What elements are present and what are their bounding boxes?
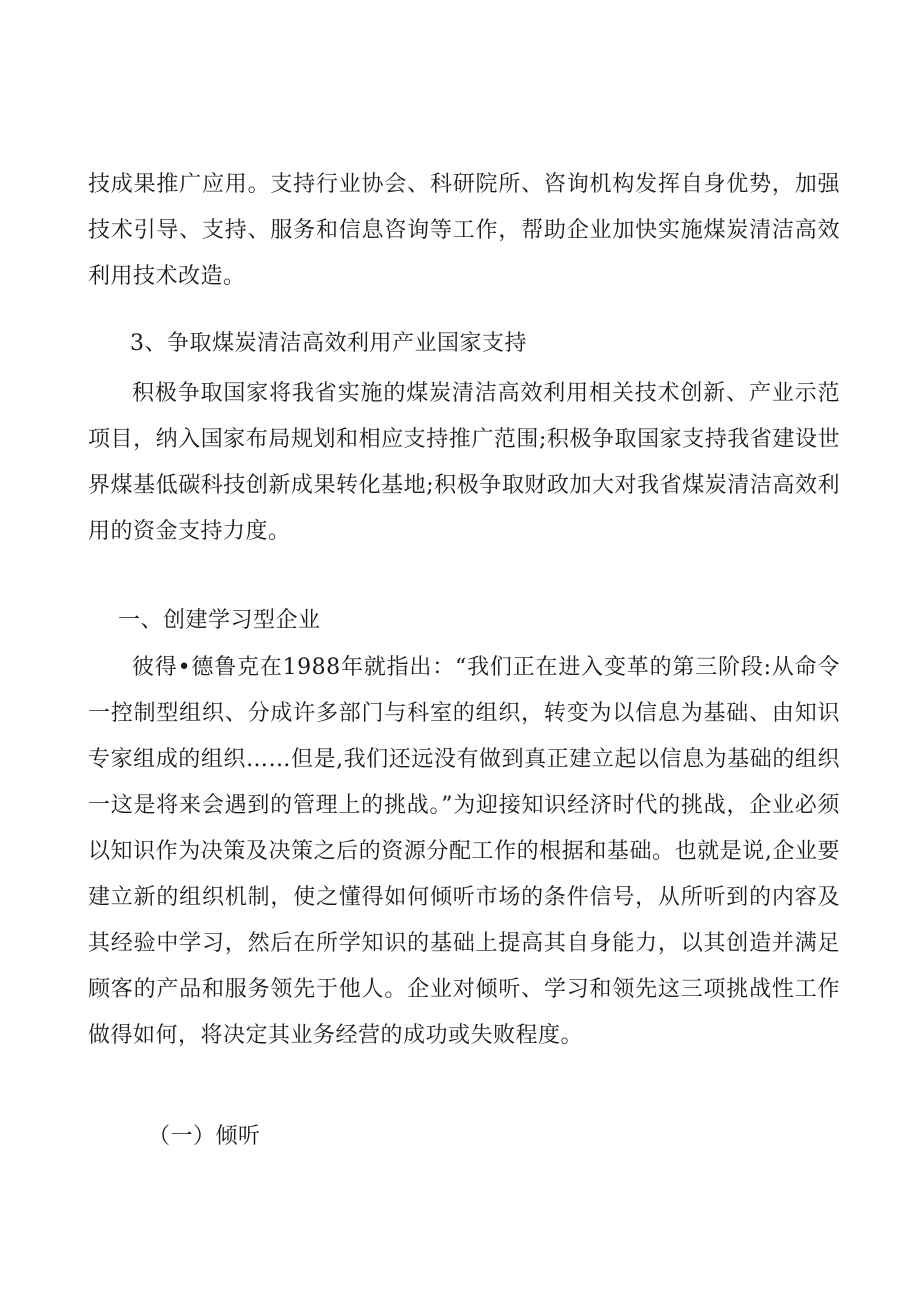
paragraph-tech-promotion: 技成果推广应用。支持行业协会、科研院所、咨询机构发挥自身优势，加强技术引导、支持、服务和信息咨询等工作，帮助企业加快实施煤炭清洁高效利用技术改造。 xyxy=(88,172,840,289)
subsection-heading-listening: （一）倾听 xyxy=(148,1124,261,1149)
section-heading-learning-enterprise: 一、创建学习型企业 xyxy=(118,608,321,633)
paragraph-national-support: 积极争取国家将我省实施的煤炭清洁高效利用相关技术创新、产业示范项目，纳入国家布局规划和相应支持推广范围;积极争取国家支持我省建设世界煤基低碳科技创新成果转化基地;积极争取财政加大对我省煤炭清洁高效利用的资金支持力度。 xyxy=(88,381,840,544)
section-heading-national-support: 3、争取煤炭清洁高效利用产业国家支持 xyxy=(130,331,527,356)
paragraph-drucker-quote: 彼得•德鲁克在1988年就指出：“我们正在进入变革的第三阶段:从命令一控制型组织、分成许多部门与科室的组织，转变为以信息为基础、由知识专家组成的组织……但是,我们还远没有做到真正建立起以信息为基础的组织一这是将来会遇到的管理上的挑战。”为迎接知识经济时代的挑战，企业必须以知识作为决策及决策之后的资源分配工作的根据和基础。也就是说,企业要建立新的组织机制，使之懂得如何倾听市场的条件信号，从所听到的内容及其经验中学习，然后在所学知识的基础上提高其自身能力，以其创造并满足顾客的产品和服务领先于他人。企业对倾听、学习和领先这三项挑战性工作做得如何，将决定其业务经营的成功或失败程度。 xyxy=(88,655,840,1048)
